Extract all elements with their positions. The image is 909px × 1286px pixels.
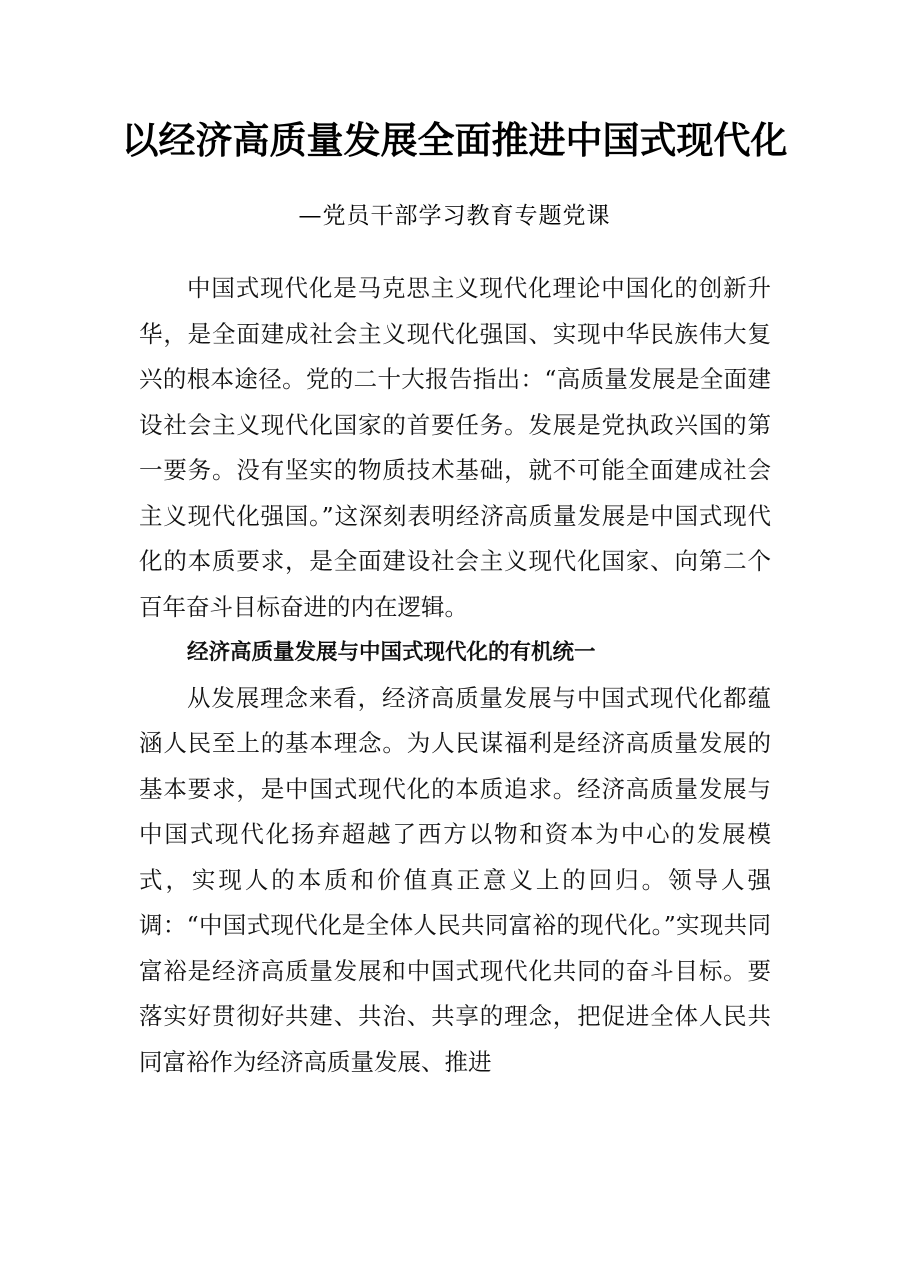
body-paragraph: 从发展理念来看，经济高质量发展与中国式现代化都蕴涵人民至上的基本理念。为人民谋福利是经济高质量发展的基本要求，是中国式现代化的本质追求。经济高质量发展与中国式现代化扬弃超越了西方以物和资本为中心的发展模式，实现人的本质和价值真正意义上的回归。领导人强调：“中国式现代化是全体人民共同富裕的现代化。”实现共同富裕是经济高质量发展和中国式现代化共同的奋斗目标。要落实好贯彻好共建、共治、共享的理念，把促进全体人民共同富裕作为经济高质量发展、推进 [139, 683, 771, 1076]
document-title: 以经济高质量发展全面推进中国式现代化 [121, 118, 788, 162]
document-subtitle: —党员干部学习教育专题党课 [298, 203, 611, 229]
intro-paragraph: 中国式现代化是马克思主义现代化理论中国化的创新升华，是全面建成社会主义现代化强国、实现中华民族伟大复兴的根本途径。党的二十大报告指出：“高质量发展是全面建设社会主义现代化国家的首要任务。发展是党执政兴国的第一要务。没有坚实的物质技术基础，就不可能全面建成社会主义现代化强国。”这深刻表明经济高质量发展是中国式现代化的本质要求，是全面建设社会主义现代化国家、向第二个百年奋斗目标奋进的内在逻辑。 [139, 274, 771, 621]
section-heading: 经济高质量发展与中国式现代化的有机统一 [187, 640, 596, 665]
document-body [139, 266, 771, 1085]
